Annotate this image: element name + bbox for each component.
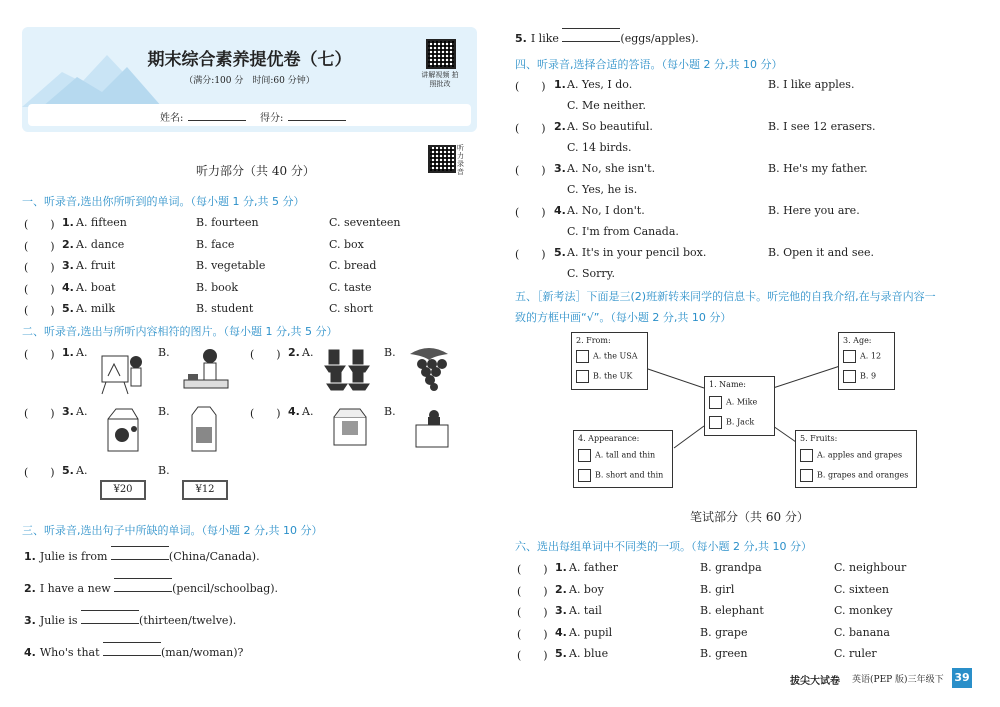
- sentence-start: Julie is: [39, 614, 82, 627]
- option-b: B.: [158, 405, 170, 418]
- question-number: 3.: [554, 162, 566, 175]
- option-a: A. dance: [76, 237, 125, 251]
- option-b: B.: [158, 346, 170, 359]
- option-apples-and-grapes[interactable]: A. apples and grapes: [800, 449, 902, 462]
- answer-bracket[interactable]: ( ): [24, 466, 55, 479]
- option-age-12[interactable]: A. 12: [843, 350, 881, 363]
- answer-bracket[interactable]: ( ): [517, 563, 548, 576]
- option-c: C. sixteen: [834, 582, 889, 596]
- qr-caption: 听力录音: [457, 144, 464, 176]
- section-5-title: 五、［新考法］下面是三(2)班新转来同学的信息卡。听完他的自我介绍,在与录音内容一: [515, 290, 936, 303]
- question-number: 4.: [554, 204, 566, 217]
- question-number: 2.: [288, 346, 300, 359]
- option-b: B. grandpa: [700, 561, 762, 574]
- option-a: A.: [76, 464, 88, 477]
- answer-bracket[interactable]: ( ): [517, 606, 548, 619]
- writing-title: 笔试部分（共 60 分）: [690, 510, 809, 524]
- question-row: [24, 302, 484, 316]
- answer-blank[interactable]: [111, 549, 169, 560]
- option-a: A. milk: [76, 302, 116, 315]
- answer-bracket[interactable]: ( ): [24, 261, 55, 274]
- question-number: 5.: [515, 32, 527, 45]
- question-row: [517, 626, 977, 640]
- section-4-title: 四、听录音,选择合适的答语。（每小题 2 分,共 10 分）: [515, 58, 783, 71]
- name-field[interactable]: [188, 120, 246, 121]
- question-row: [517, 583, 977, 597]
- section-2-title: 二、听录音,选出与所听内容相符的图片。（每小题 1 分,共 5 分）: [22, 325, 338, 338]
- question-number: 1.: [62, 216, 74, 229]
- answer-bracket[interactable]: ( ): [24, 282, 55, 296]
- exam-subtitle: （满分:100 分 时间:60 分钟）: [184, 76, 315, 86]
- option-c: C. Me neither.: [567, 99, 646, 112]
- answer-bracket[interactable]: ( ): [515, 248, 546, 261]
- box-with-cat-icon: [330, 405, 370, 449]
- card-age: 3. Age: A. 12 B. 9: [838, 332, 895, 390]
- answer-bracket[interactable]: ( ): [515, 122, 546, 135]
- juice-carton-icon: [184, 405, 224, 453]
- option-a: A.: [76, 405, 88, 418]
- cat-on-box-icon: [412, 405, 452, 449]
- option-b: B. I like apples.: [768, 78, 855, 91]
- checkbox-icon[interactable]: [578, 449, 591, 462]
- answer-bracket[interactable]: ( ): [24, 304, 55, 317]
- sentence-end: (man/woman)?: [161, 646, 244, 659]
- score-label: 得分:: [260, 113, 284, 124]
- card-fruits: 5. Fruits: A. apples and grapes B. grapes and oranges: [795, 430, 917, 488]
- question-row: [517, 561, 977, 575]
- option-c: C. short: [329, 302, 374, 315]
- option-a: A.: [302, 405, 314, 418]
- option-c: C. monkey: [834, 604, 893, 617]
- sentence-end: (pencil/schoolbag).: [172, 582, 279, 595]
- answer-blank[interactable]: [114, 581, 172, 592]
- footer-brand: 拔尖大试卷: [790, 676, 840, 687]
- answer-bracket[interactable]: ( ): [517, 584, 548, 598]
- girl-cooking-icon: [180, 346, 230, 396]
- section-5-title-line2: 致的方框中画“√”。（每小题 2 分,共 10 分）: [515, 311, 732, 324]
- checkbox-icon[interactable]: [576, 350, 589, 363]
- option-a: A. So beautiful.: [567, 120, 653, 133]
- option-the-uk[interactable]: B. the UK: [576, 370, 632, 383]
- answer-bracket[interactable]: ( ): [515, 206, 546, 219]
- card-appearance: 4. Appearance: A. tall and thin B. short and thin: [573, 430, 673, 488]
- answer-bracket[interactable]: ( ): [517, 627, 548, 641]
- grapes-icon: [404, 344, 454, 392]
- question-number: 1.: [62, 346, 74, 359]
- option-b: B. grape: [700, 625, 748, 639]
- fill-in-sentence: [24, 581, 278, 595]
- option-a: A. It's in your pencil box.: [567, 246, 707, 259]
- option-a: A.: [76, 346, 88, 359]
- question-number: 2.: [24, 582, 36, 595]
- header-banner: [22, 27, 477, 132]
- option-a: A. boy: [569, 582, 604, 596]
- question-number: 3.: [62, 405, 74, 418]
- answer-bracket[interactable]: ( ): [515, 80, 546, 93]
- question-number: 4.: [24, 646, 36, 659]
- question-row: [515, 120, 975, 154]
- checkbox-icon[interactable]: [709, 416, 722, 429]
- milk-carton-icon: [102, 405, 144, 453]
- option-age-9[interactable]: B. 9: [843, 370, 876, 383]
- question-number: 5.: [554, 246, 566, 259]
- question-row: [24, 216, 484, 230]
- checkbox-icon[interactable]: [843, 350, 856, 363]
- option-b: B. Here you are.: [768, 204, 860, 217]
- checkbox-icon[interactable]: [578, 469, 591, 482]
- section-1-title: 一、听录音,选出你所听到的单词。（每小题 1 分,共 5 分）: [22, 195, 305, 208]
- drawing-picture-icon: [98, 348, 146, 396]
- name-score-bar: [28, 104, 471, 126]
- answer-bracket[interactable]: ( ): [24, 239, 55, 253]
- answer-bracket[interactable]: ( ): [24, 218, 55, 231]
- question-row: [515, 78, 975, 112]
- option-c: C. bread: [329, 259, 377, 272]
- option-a: A.: [302, 346, 314, 359]
- option-a: A. tail: [569, 604, 602, 617]
- option-a: A. father: [569, 561, 618, 574]
- qr-code-icon[interactable]: [426, 39, 456, 69]
- option-c: C. taste: [329, 280, 372, 294]
- option-b: B. Open it and see.: [768, 246, 875, 259]
- question-number: 2.: [554, 120, 566, 133]
- option-a: A. blue: [569, 647, 609, 660]
- question-row: [24, 238, 484, 252]
- sentence-start: I like: [530, 32, 563, 45]
- answer-bracket[interactable]: ( ): [517, 649, 548, 662]
- question-row: [515, 246, 975, 280]
- option-c: C. ruler: [834, 647, 877, 660]
- option-b: B. girl: [700, 582, 735, 596]
- option-b: B. face: [196, 237, 235, 251]
- answer-bracket[interactable]: ( ): [24, 407, 55, 420]
- answer-bracket[interactable]: ( ): [250, 348, 281, 361]
- option-b: B. vegetable: [196, 259, 266, 272]
- option-a: A. No, she isn't.: [567, 162, 656, 175]
- listening-title: 听力部分（共 40 分）: [196, 164, 315, 178]
- option-b: B.: [158, 464, 170, 477]
- sentence-end: (China/Canada).: [168, 550, 260, 563]
- option-jack[interactable]: B. Jack: [709, 416, 754, 429]
- question-row: [515, 162, 975, 196]
- option-c: C. Yes, he is.: [567, 183, 638, 196]
- question-number: 5.: [62, 302, 74, 315]
- footer-subject: 英语(PEP 版)三年级下: [852, 675, 944, 685]
- page-number: 39: [952, 668, 972, 688]
- option-mike[interactable]: A. Mike: [709, 396, 757, 409]
- option-b: B. fourteen: [196, 216, 259, 229]
- sentence-start: Julie is from: [39, 550, 111, 563]
- question-row: [517, 604, 977, 618]
- card-from: 2. From: A. the USA B. the UK: [571, 332, 648, 390]
- question-number: 4.: [288, 405, 300, 418]
- qr-code-icon[interactable]: [428, 145, 456, 173]
- checkbox-icon[interactable]: [709, 396, 722, 409]
- question-number: 4.: [62, 280, 74, 294]
- question-number: 2.: [62, 237, 74, 251]
- question-number: 1.: [554, 78, 566, 91]
- option-a: A. pupil: [569, 625, 613, 639]
- option-c: C. Sorry.: [567, 267, 615, 280]
- option-b: B. I see 12 erasers.: [768, 120, 876, 133]
- question-number: 4.: [555, 625, 567, 639]
- option-short-and-thin[interactable]: B. short and thin: [578, 469, 663, 482]
- question-row: [517, 647, 977, 661]
- option-b: B. He's my father.: [768, 162, 868, 175]
- qr-caption: 讲解视频 拍照批改: [421, 71, 459, 88]
- sentence-end: (eggs/apples).: [620, 32, 699, 45]
- checkbox-icon[interactable]: [576, 370, 589, 383]
- answer-bracket[interactable]: ( ): [24, 348, 55, 361]
- checkbox-icon[interactable]: [800, 469, 813, 482]
- answer-blank[interactable]: [103, 645, 161, 656]
- fill-in-sentence: [515, 31, 699, 45]
- sentence-start: I have a new: [39, 582, 115, 595]
- question-number: 1.: [24, 550, 36, 563]
- question-number: 2.: [555, 582, 567, 596]
- option-b: B.: [384, 346, 396, 359]
- option-c: C. I'm from Canada.: [567, 225, 679, 238]
- option-b: B.: [384, 405, 396, 418]
- answer-blank[interactable]: [81, 613, 139, 624]
- sentence-start: Who's that: [39, 646, 104, 659]
- answer-bracket[interactable]: ( ): [515, 164, 546, 177]
- option-a: A. fifteen: [76, 216, 127, 229]
- option-c: C. 14 birds.: [567, 141, 632, 154]
- option-a: A. Yes, I do.: [567, 78, 633, 91]
- option-b: B. student: [196, 302, 254, 315]
- question-number: 3.: [24, 614, 36, 627]
- score-field[interactable]: [288, 120, 346, 121]
- option-a: A. No, I don't.: [567, 204, 645, 217]
- option-a: A. boat: [76, 280, 116, 294]
- checkbox-icon[interactable]: [800, 449, 813, 462]
- checkbox-icon[interactable]: [843, 370, 856, 383]
- option-c: C. banana: [834, 625, 890, 639]
- section-3-title: 三、听录音,选出句子中所缺的单词。（每小题 2 分,共 10 分）: [22, 524, 323, 537]
- question-row: [515, 204, 975, 238]
- option-b: B. elephant: [700, 604, 764, 617]
- question-number: 5.: [555, 647, 567, 660]
- boats-icon: [323, 346, 373, 392]
- option-b: B. book: [196, 280, 239, 294]
- question-number: 1.: [555, 561, 567, 574]
- fill-in-sentence: [24, 549, 260, 563]
- fill-in-sentence: [24, 645, 243, 659]
- option-c: C. box: [329, 237, 364, 251]
- fill-in-sentence: [24, 613, 236, 627]
- question-number: 3.: [555, 604, 567, 617]
- option-c: C. neighbour: [834, 561, 907, 574]
- name-label: 姓名:: [160, 113, 184, 124]
- question-number: 5.: [62, 464, 74, 477]
- exam-title: 期末综合素养提优卷（七）: [147, 50, 352, 70]
- price-tag-b: ¥12: [182, 480, 228, 500]
- option-tall-and-thin[interactable]: A. tall and thin: [578, 449, 655, 462]
- section-6-title: 六、选出每组单词中不同类的一项。（每小题 2 分,共 10 分）: [515, 540, 812, 553]
- option-the-usa[interactable]: A. the USA: [576, 350, 638, 363]
- option-c: C. seventeen: [329, 216, 401, 229]
- answer-blank[interactable]: [562, 31, 620, 42]
- answer-bracket[interactable]: ( ): [250, 407, 281, 420]
- option-b: B. green: [700, 647, 748, 660]
- option-grapes-and-oranges[interactable]: B. grapes and oranges: [800, 469, 908, 482]
- question-number: 3.: [62, 259, 74, 272]
- question-row: [24, 281, 484, 295]
- price-tag-a: ¥20: [100, 480, 146, 500]
- question-row: [24, 259, 484, 273]
- sentence-end: (thirteen/twelve).: [139, 614, 237, 627]
- card-name: 1. Name: A. Mike B. Jack: [704, 376, 775, 436]
- question-row: [24, 464, 244, 478]
- option-a: A. fruit: [76, 259, 116, 272]
